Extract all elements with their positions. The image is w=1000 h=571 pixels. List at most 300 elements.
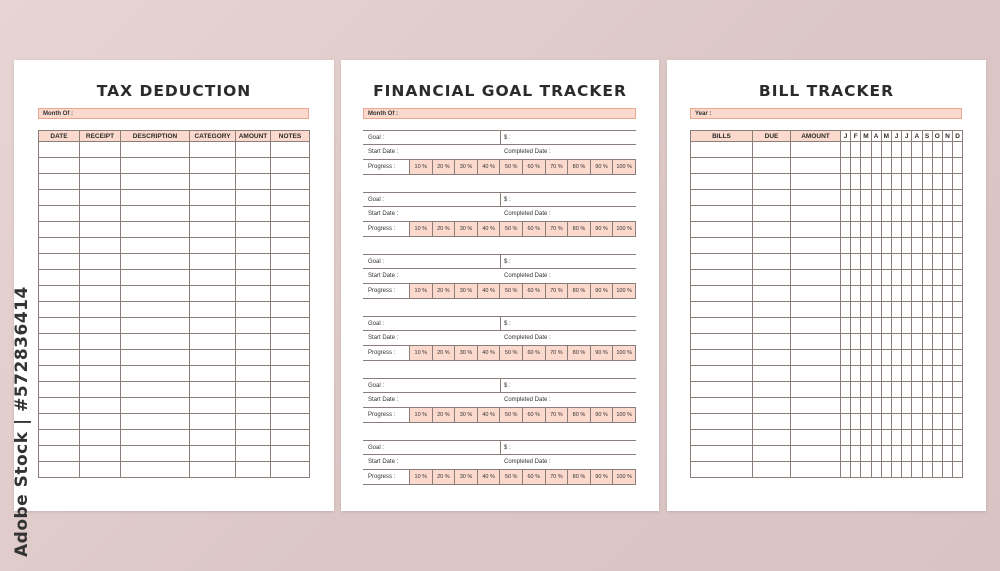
month-check-cell[interactable] [861, 190, 871, 206]
month-check-cell[interactable] [871, 254, 881, 270]
month-check-cell[interactable] [942, 382, 952, 398]
table-cell[interactable] [39, 446, 80, 462]
progress-step[interactable]: 80 % [567, 222, 590, 236]
month-check-cell[interactable] [953, 238, 963, 254]
month-check-cell[interactable] [902, 158, 912, 174]
month-check-cell[interactable] [953, 462, 963, 478]
month-check-cell[interactable] [861, 142, 871, 158]
table-cell[interactable] [121, 158, 190, 174]
progress-step[interactable]: 80 % [567, 408, 590, 422]
table-cell[interactable] [791, 318, 841, 334]
table-cell[interactable] [791, 174, 841, 190]
month-check-cell[interactable] [861, 462, 871, 478]
month-check-cell[interactable] [861, 414, 871, 430]
table-cell[interactable] [121, 446, 190, 462]
month-check-cell[interactable] [902, 350, 912, 366]
month-check-cell[interactable] [841, 462, 851, 478]
table-cell[interactable] [121, 238, 190, 254]
month-check-cell[interactable] [922, 430, 932, 446]
month-check-cell[interactable] [841, 222, 851, 238]
month-check-cell[interactable] [902, 446, 912, 462]
month-check-cell[interactable] [891, 414, 901, 430]
month-check-cell[interactable] [932, 190, 942, 206]
month-check-cell[interactable] [902, 286, 912, 302]
month-check-cell[interactable] [942, 302, 952, 318]
table-cell[interactable] [271, 446, 310, 462]
month-check-cell[interactable] [841, 174, 851, 190]
month-check-cell[interactable] [932, 206, 942, 222]
table-cell[interactable] [121, 302, 190, 318]
table-cell[interactable] [691, 286, 753, 302]
progress-step[interactable]: 80 % [567, 284, 590, 298]
month-check-cell[interactable] [912, 142, 922, 158]
goal-row[interactable] [363, 254, 636, 269]
table-cell[interactable] [691, 334, 753, 350]
table-cell[interactable] [691, 174, 753, 190]
month-check-cell[interactable] [902, 334, 912, 350]
table-cell[interactable] [236, 334, 271, 350]
table-cell[interactable] [80, 334, 121, 350]
month-check-cell[interactable] [902, 382, 912, 398]
progress-step[interactable]: 40 % [477, 222, 500, 236]
month-check-cell[interactable] [953, 302, 963, 318]
table-cell[interactable] [236, 398, 271, 414]
month-check-cell[interactable] [871, 366, 881, 382]
table-cell[interactable] [121, 318, 190, 334]
month-check-cell[interactable] [891, 366, 901, 382]
table-cell[interactable] [39, 254, 80, 270]
table-cell[interactable] [271, 270, 310, 286]
month-check-cell[interactable] [871, 462, 881, 478]
month-check-cell[interactable] [861, 174, 871, 190]
progress-step[interactable]: 60 % [522, 470, 545, 484]
month-check-cell[interactable] [871, 350, 881, 366]
table-cell[interactable] [190, 238, 236, 254]
table-cell[interactable] [753, 142, 791, 158]
table-cell[interactable] [121, 398, 190, 414]
table-cell[interactable] [236, 382, 271, 398]
table-cell[interactable] [691, 414, 753, 430]
table-cell[interactable] [121, 430, 190, 446]
month-check-cell[interactable] [861, 206, 871, 222]
table-cell[interactable] [271, 206, 310, 222]
month-check-cell[interactable] [902, 318, 912, 334]
month-check-cell[interactable] [922, 318, 932, 334]
month-check-cell[interactable] [932, 446, 942, 462]
month-check-cell[interactable] [891, 446, 901, 462]
table-cell[interactable] [236, 206, 271, 222]
table-cell[interactable] [691, 206, 753, 222]
month-check-cell[interactable] [922, 446, 932, 462]
month-check-cell[interactable] [881, 174, 891, 190]
progress-step[interactable]: 10 % [409, 470, 432, 484]
progress-step[interactable]: 100 % [612, 346, 635, 360]
table-cell[interactable] [691, 222, 753, 238]
table-cell[interactable] [791, 446, 841, 462]
month-check-cell[interactable] [891, 318, 901, 334]
table-cell[interactable] [791, 382, 841, 398]
progress-step[interactable]: 50 % [499, 284, 522, 298]
month-check-cell[interactable] [902, 190, 912, 206]
table-cell[interactable] [753, 302, 791, 318]
table-cell[interactable] [271, 238, 310, 254]
month-check-cell[interactable] [881, 206, 891, 222]
month-check-cell[interactable] [861, 350, 871, 366]
month-check-cell[interactable] [902, 398, 912, 414]
table-cell[interactable] [190, 286, 236, 302]
table-cell[interactable] [190, 414, 236, 430]
month-check-cell[interactable] [861, 318, 871, 334]
month-check-cell[interactable] [841, 206, 851, 222]
month-check-cell[interactable] [912, 446, 922, 462]
progress-step[interactable]: 70 % [545, 222, 568, 236]
table-cell[interactable] [80, 462, 121, 478]
table-cell[interactable] [39, 302, 80, 318]
month-check-cell[interactable] [912, 254, 922, 270]
goal-month-field[interactable]: Month Of : [363, 108, 636, 119]
month-check-cell[interactable] [902, 206, 912, 222]
progress-step[interactable]: 70 % [545, 408, 568, 422]
table-cell[interactable] [753, 462, 791, 478]
month-check-cell[interactable] [922, 222, 932, 238]
month-check-cell[interactable] [841, 334, 851, 350]
progress-step[interactable]: 50 % [499, 160, 522, 174]
table-cell[interactable] [791, 286, 841, 302]
goal-row[interactable] [363, 192, 636, 207]
month-check-cell[interactable] [902, 222, 912, 238]
month-check-cell[interactable] [871, 302, 881, 318]
month-check-cell[interactable] [922, 398, 932, 414]
month-check-cell[interactable] [861, 158, 871, 174]
month-check-cell[interactable] [891, 174, 901, 190]
progress-step[interactable]: 10 % [409, 284, 432, 298]
table-cell[interactable] [691, 382, 753, 398]
month-check-cell[interactable] [953, 158, 963, 174]
month-check-cell[interactable] [841, 382, 851, 398]
month-check-cell[interactable] [932, 462, 942, 478]
progress-step[interactable]: 50 % [499, 222, 522, 236]
month-check-cell[interactable] [932, 286, 942, 302]
table-cell[interactable] [190, 430, 236, 446]
table-cell[interactable] [190, 270, 236, 286]
goal-row[interactable] [363, 316, 636, 331]
month-check-cell[interactable] [891, 286, 901, 302]
table-cell[interactable] [236, 222, 271, 238]
month-check-cell[interactable] [841, 302, 851, 318]
table-cell[interactable] [236, 174, 271, 190]
month-check-cell[interactable] [953, 222, 963, 238]
month-check-cell[interactable] [942, 286, 952, 302]
table-cell[interactable] [80, 382, 121, 398]
month-check-cell[interactable] [953, 174, 963, 190]
table-cell[interactable] [236, 254, 271, 270]
table-cell[interactable] [190, 334, 236, 350]
month-check-cell[interactable] [912, 350, 922, 366]
month-check-cell[interactable] [871, 222, 881, 238]
table-cell[interactable] [190, 302, 236, 318]
month-check-cell[interactable] [922, 302, 932, 318]
month-check-cell[interactable] [871, 398, 881, 414]
progress-step[interactable]: 70 % [545, 470, 568, 484]
table-cell[interactable] [80, 318, 121, 334]
month-check-cell[interactable] [851, 334, 861, 350]
month-check-cell[interactable] [932, 270, 942, 286]
table-cell[interactable] [691, 238, 753, 254]
table-cell[interactable] [691, 462, 753, 478]
table-cell[interactable] [190, 462, 236, 478]
table-cell[interactable] [791, 254, 841, 270]
table-cell[interactable] [791, 142, 841, 158]
month-check-cell[interactable] [891, 142, 901, 158]
progress-step[interactable]: 30 % [454, 346, 477, 360]
month-check-cell[interactable] [881, 350, 891, 366]
table-cell[interactable] [39, 350, 80, 366]
month-check-cell[interactable] [902, 174, 912, 190]
progress-step[interactable]: 100 % [612, 160, 635, 174]
table-cell[interactable] [121, 382, 190, 398]
month-check-cell[interactable] [891, 430, 901, 446]
month-check-cell[interactable] [881, 158, 891, 174]
month-check-cell[interactable] [953, 398, 963, 414]
table-cell[interactable] [236, 446, 271, 462]
month-check-cell[interactable] [881, 446, 891, 462]
table-cell[interactable] [190, 366, 236, 382]
table-cell[interactable] [80, 398, 121, 414]
month-check-cell[interactable] [861, 366, 871, 382]
month-check-cell[interactable] [912, 302, 922, 318]
month-check-cell[interactable] [953, 270, 963, 286]
table-cell[interactable] [236, 142, 271, 158]
month-check-cell[interactable] [942, 414, 952, 430]
month-check-cell[interactable] [922, 286, 932, 302]
month-check-cell[interactable] [902, 238, 912, 254]
month-check-cell[interactable] [953, 334, 963, 350]
month-check-cell[interactable] [912, 462, 922, 478]
table-cell[interactable] [271, 254, 310, 270]
month-check-cell[interactable] [861, 222, 871, 238]
month-check-cell[interactable] [861, 286, 871, 302]
month-check-cell[interactable] [841, 142, 851, 158]
month-check-cell[interactable] [851, 286, 861, 302]
table-cell[interactable] [271, 302, 310, 318]
table-cell[interactable] [80, 366, 121, 382]
progress-step[interactable]: 40 % [477, 408, 500, 422]
month-check-cell[interactable] [871, 206, 881, 222]
month-check-cell[interactable] [891, 254, 901, 270]
table-cell[interactable] [80, 238, 121, 254]
month-check-cell[interactable] [861, 302, 871, 318]
table-cell[interactable] [271, 222, 310, 238]
table-cell[interactable] [236, 158, 271, 174]
table-cell[interactable] [80, 302, 121, 318]
month-check-cell[interactable] [891, 222, 901, 238]
month-check-cell[interactable] [841, 414, 851, 430]
progress-step[interactable]: 40 % [477, 470, 500, 484]
month-check-cell[interactable] [871, 158, 881, 174]
progress-step[interactable]: 100 % [612, 284, 635, 298]
month-check-cell[interactable] [922, 254, 932, 270]
goal-row[interactable] [363, 130, 636, 145]
table-cell[interactable] [691, 142, 753, 158]
month-check-cell[interactable] [942, 318, 952, 334]
month-check-cell[interactable] [851, 158, 861, 174]
month-check-cell[interactable] [953, 190, 963, 206]
month-check-cell[interactable] [851, 206, 861, 222]
month-check-cell[interactable] [841, 318, 851, 334]
month-check-cell[interactable] [932, 430, 942, 446]
month-check-cell[interactable] [851, 350, 861, 366]
table-cell[interactable] [753, 430, 791, 446]
month-check-cell[interactable] [871, 286, 881, 302]
month-check-cell[interactable] [841, 270, 851, 286]
month-check-cell[interactable] [871, 430, 881, 446]
table-cell[interactable] [39, 270, 80, 286]
table-cell[interactable] [791, 190, 841, 206]
month-check-cell[interactable] [912, 222, 922, 238]
table-cell[interactable] [39, 430, 80, 446]
month-check-cell[interactable] [942, 190, 952, 206]
month-check-cell[interactable] [861, 238, 871, 254]
table-cell[interactable] [753, 270, 791, 286]
table-cell[interactable] [39, 382, 80, 398]
table-cell[interactable] [80, 206, 121, 222]
month-check-cell[interactable] [891, 398, 901, 414]
month-check-cell[interactable] [922, 334, 932, 350]
table-cell[interactable] [236, 238, 271, 254]
month-check-cell[interactable] [851, 366, 861, 382]
dates-row[interactable] [363, 207, 636, 222]
progress-step[interactable]: 100 % [612, 470, 635, 484]
bill-year-field[interactable]: Year : [690, 108, 962, 119]
month-check-cell[interactable] [912, 190, 922, 206]
table-cell[interactable] [121, 206, 190, 222]
progress-step[interactable]: 90 % [590, 222, 613, 236]
progress-step[interactable]: 40 % [477, 346, 500, 360]
progress-step[interactable]: 50 % [499, 408, 522, 422]
table-cell[interactable] [80, 414, 121, 430]
table-cell[interactable] [753, 318, 791, 334]
month-check-cell[interactable] [851, 318, 861, 334]
table-cell[interactable] [121, 190, 190, 206]
progress-step[interactable]: 80 % [567, 160, 590, 174]
month-check-cell[interactable] [891, 238, 901, 254]
dates-row[interactable] [363, 455, 636, 470]
table-cell[interactable] [80, 158, 121, 174]
month-check-cell[interactable] [922, 174, 932, 190]
table-cell[interactable] [691, 366, 753, 382]
month-check-cell[interactable] [871, 382, 881, 398]
month-check-cell[interactable] [922, 350, 932, 366]
table-cell[interactable] [753, 222, 791, 238]
table-cell[interactable] [80, 254, 121, 270]
progress-step[interactable]: 90 % [590, 160, 613, 174]
table-cell[interactable] [80, 286, 121, 302]
table-cell[interactable] [791, 334, 841, 350]
table-cell[interactable] [691, 446, 753, 462]
progress-step[interactable]: 100 % [612, 222, 635, 236]
month-check-cell[interactable] [861, 270, 871, 286]
table-cell[interactable] [791, 398, 841, 414]
month-check-cell[interactable] [871, 270, 881, 286]
month-check-cell[interactable] [953, 366, 963, 382]
table-cell[interactable] [39, 238, 80, 254]
progress-step[interactable]: 40 % [477, 284, 500, 298]
table-cell[interactable] [236, 302, 271, 318]
month-check-cell[interactable] [861, 430, 871, 446]
month-check-cell[interactable] [871, 142, 881, 158]
month-check-cell[interactable] [881, 270, 891, 286]
table-cell[interactable] [691, 318, 753, 334]
table-cell[interactable] [791, 270, 841, 286]
month-check-cell[interactable] [942, 462, 952, 478]
month-check-cell[interactable] [851, 446, 861, 462]
table-cell[interactable] [271, 350, 310, 366]
month-check-cell[interactable] [942, 158, 952, 174]
month-check-cell[interactable] [932, 334, 942, 350]
month-check-cell[interactable] [912, 334, 922, 350]
month-check-cell[interactable] [841, 366, 851, 382]
progress-step[interactable]: 10 % [409, 222, 432, 236]
month-check-cell[interactable] [881, 430, 891, 446]
table-cell[interactable] [121, 366, 190, 382]
month-check-cell[interactable] [841, 158, 851, 174]
month-check-cell[interactable] [851, 190, 861, 206]
month-check-cell[interactable] [942, 446, 952, 462]
month-check-cell[interactable] [942, 430, 952, 446]
month-check-cell[interactable] [932, 398, 942, 414]
month-check-cell[interactable] [912, 318, 922, 334]
table-cell[interactable] [753, 254, 791, 270]
month-check-cell[interactable] [932, 142, 942, 158]
month-check-cell[interactable] [953, 206, 963, 222]
table-cell[interactable] [80, 142, 121, 158]
month-check-cell[interactable] [841, 286, 851, 302]
progress-step[interactable]: 60 % [522, 284, 545, 298]
month-check-cell[interactable] [851, 382, 861, 398]
month-check-cell[interactable] [902, 366, 912, 382]
month-check-cell[interactable] [932, 174, 942, 190]
month-check-cell[interactable] [891, 190, 901, 206]
table-cell[interactable] [791, 414, 841, 430]
table-cell[interactable] [271, 318, 310, 334]
table-cell[interactable] [753, 446, 791, 462]
progress-step[interactable]: 90 % [590, 284, 613, 298]
month-check-cell[interactable] [942, 366, 952, 382]
table-cell[interactable] [121, 174, 190, 190]
table-cell[interactable] [791, 206, 841, 222]
month-check-cell[interactable] [891, 462, 901, 478]
month-check-cell[interactable] [881, 318, 891, 334]
month-check-cell[interactable] [881, 238, 891, 254]
table-cell[interactable] [39, 142, 80, 158]
month-check-cell[interactable] [942, 254, 952, 270]
progress-step[interactable]: 60 % [522, 160, 545, 174]
month-check-cell[interactable] [942, 334, 952, 350]
month-check-cell[interactable] [851, 398, 861, 414]
table-cell[interactable] [80, 430, 121, 446]
month-check-cell[interactable] [942, 206, 952, 222]
progress-step[interactable]: 20 % [432, 160, 455, 174]
table-cell[interactable] [271, 142, 310, 158]
tax-month-field[interactable]: Month Of : [38, 108, 309, 119]
month-check-cell[interactable] [932, 222, 942, 238]
goal-row[interactable] [363, 378, 636, 393]
month-check-cell[interactable] [922, 158, 932, 174]
table-cell[interactable] [190, 142, 236, 158]
month-check-cell[interactable] [932, 414, 942, 430]
table-cell[interactable] [236, 366, 271, 382]
progress-step[interactable]: 90 % [590, 470, 613, 484]
